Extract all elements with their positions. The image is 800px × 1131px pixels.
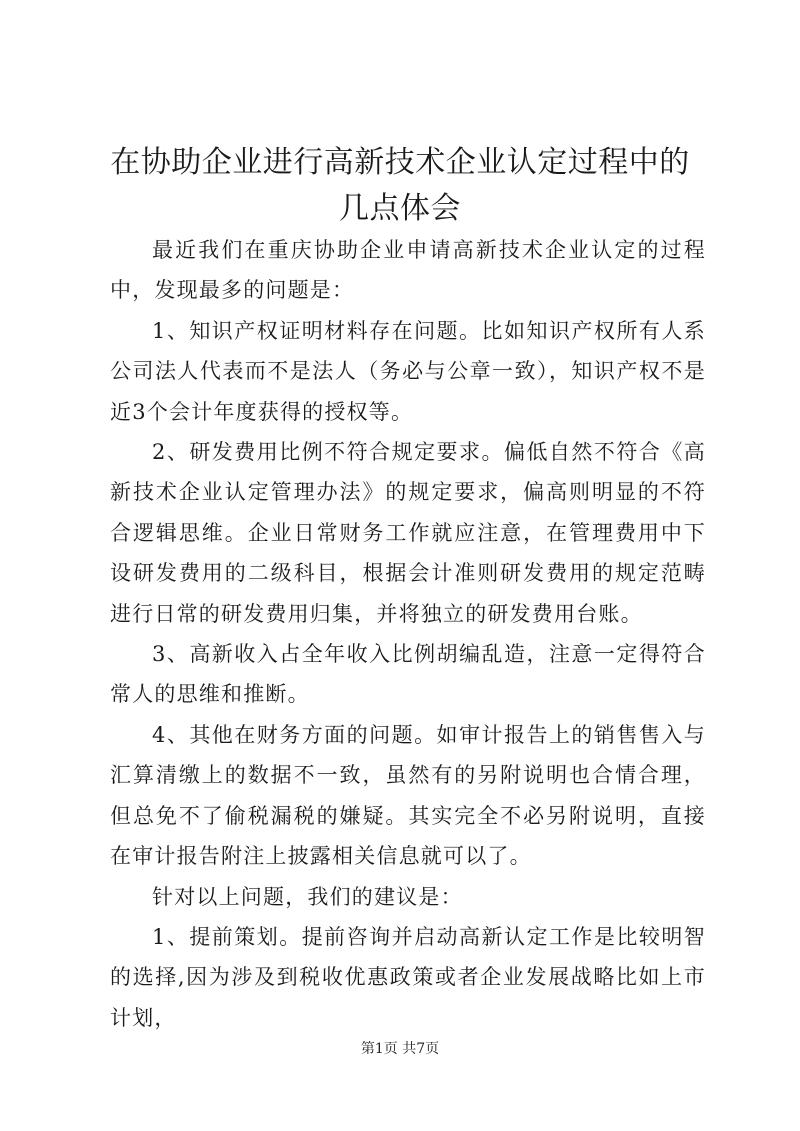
paragraph-issue-4: 4、其他在财务方面的问题。如审计报告上的销售售入与汇算清缴上的数据不一致，虽然有的另附说明也合情合理，但总免不了偷税漏税的嫌疑。其实完全不必另附说明，直接在审计报告附注上披露相关信息就可以了。	[110, 722, 706, 869]
paragraph-issue-1: 1、知识产权证明材料存在问题。比如知识产权所有人系公司法人代表而不是法人（务必与公章一致），知识产权不是近3个会计年度获得的授权等。	[110, 318, 706, 424]
paragraph-suggestions-intro: 针对以上问题，我们的建议是：	[152, 884, 463, 909]
document-body	[110, 230, 706, 1038]
paragraph-issue-3: 3、高新收入占全年收入比例胡编乱造，注意一定得符合常人的思维和推断。	[110, 642, 706, 707]
paragraph-issue-2: 2、研发费用比例不符合规定要求。偏低自然不符合《高新技术企业认定管理办法》的规定要求，偏高则明显的不符合逻辑思维。企业日常财务工作就应注意，在管理费用中下设研发费用的二级科目，根据会计准则研发费用的规定范畴进行日常的研发费用归集，并将独立的研发费用台账。	[110, 440, 706, 626]
page-footer: 第1页 共7页	[360, 1041, 440, 1057]
document-title: 在协助企业进行高新技术企业认定过程中的几点体会	[110, 145, 690, 226]
paragraph-suggestion-1: 1、提前策划。提前咨询并启动高新认定工作是比较明智的选择,因为涉及到税收优惠政策或者企业发展战略比如上市计划，	[110, 924, 706, 1030]
paragraph-intro: 最近我们在重庆协助企业申请高新技术企业认定的过程中，发现最多的问题是：	[110, 238, 706, 303]
